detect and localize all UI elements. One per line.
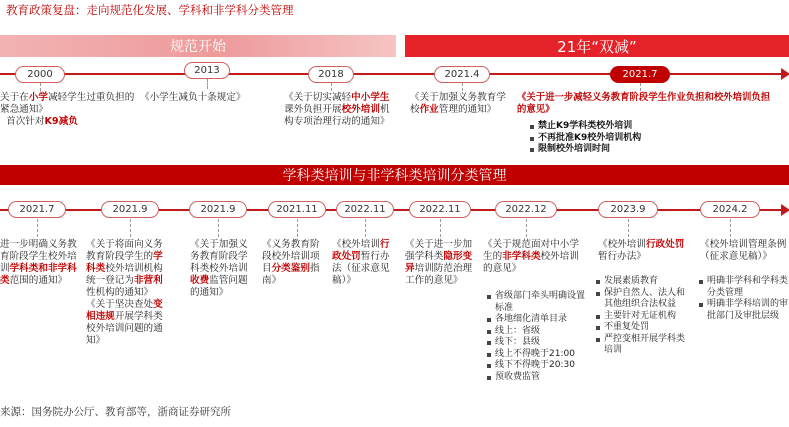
connector bbox=[297, 219, 298, 237]
list-item: 明确非学科和学科类分类管理 bbox=[697, 276, 789, 299]
banner-regulation-start: 规范开始 bbox=[0, 35, 396, 57]
timeline-arrow-icon bbox=[781, 204, 789, 216]
connector bbox=[440, 219, 441, 237]
timeline-1 bbox=[0, 73, 789, 75]
connector bbox=[218, 219, 219, 237]
item-2000: 关于在小学减轻学生过重负担的紧急通知》 首次针对K9减负 bbox=[0, 92, 135, 127]
node-r2-2024-2: 2024.2 bbox=[700, 201, 760, 218]
connector bbox=[462, 83, 463, 91]
list-item: 不再批准K9校外培训机构 bbox=[528, 133, 778, 145]
item-2021-7-head: 《关于进一步减轻义务教育阶段学生作业负担和校外培训负担的意见》 bbox=[517, 92, 771, 115]
item-r2-2024-2: 《校外培训管理条例（征求意见稿）》 bbox=[700, 239, 787, 262]
list-item: 线下不得晚于20:30 bbox=[485, 360, 585, 372]
connector bbox=[207, 79, 208, 89]
node-r2-2021-11: 2021.11 bbox=[268, 201, 326, 218]
connector bbox=[331, 83, 332, 91]
item-r2-2022-12-bullets bbox=[485, 291, 585, 383]
connector bbox=[526, 219, 527, 237]
item-2021-7-bullets bbox=[528, 121, 778, 156]
node-r2-2021-9b: 2021.9 bbox=[189, 201, 247, 218]
source-note: 来源：国务院办公厅、教育部等，浙商证券研究所 bbox=[0, 406, 231, 418]
node-2013: 2013 bbox=[184, 62, 230, 79]
node-r2-2022-11a: 2022.11 bbox=[336, 201, 394, 218]
item-r2-2022-11b: 《关于进一步加强学科类隐形变异培训防范治理工作的意见》 bbox=[405, 239, 473, 286]
connector bbox=[640, 83, 641, 91]
item-r2-2021-9a: 《关于将面向义务教育阶段学生的学科类校外培训机构统一登记为非营利性机构的通知》 《关于坚决查处变相违规开展学科类校外培训问题的通知》 bbox=[86, 239, 163, 346]
list-item: 预收费监管 bbox=[485, 372, 585, 384]
list-item: 限制校外培训时间 bbox=[528, 144, 778, 156]
node-r2-2021-7: 2021.7 bbox=[8, 201, 66, 218]
timeline-arrow-icon bbox=[781, 68, 789, 80]
connector bbox=[130, 219, 131, 237]
connector bbox=[37, 219, 38, 237]
connector bbox=[40, 83, 41, 91]
list-item: 省级部门牵头明确设置标准 bbox=[485, 291, 585, 314]
list-item: 线上不得晚于21:00 bbox=[485, 349, 585, 361]
node-2021-4: 2021.4 bbox=[434, 66, 490, 83]
item-2013: 《小学生减负十条规定》 bbox=[140, 92, 246, 103]
item-r2-2023-9-bullets bbox=[594, 276, 690, 357]
connector bbox=[365, 219, 366, 237]
list-item: 发展素质教育 bbox=[594, 276, 690, 288]
list-item: 保护自然人、法人和其他组织合法权益 bbox=[594, 288, 690, 311]
node-r2-2023-9: 2023.9 bbox=[598, 201, 658, 218]
list-item: 不重复处罚 bbox=[594, 322, 690, 334]
node-2000: 2000 bbox=[15, 66, 65, 83]
item-r2-2023-9: 《校外培训行政处罚暂行办法》 bbox=[598, 239, 685, 262]
page-title: 教育政策复盘：走向规范化发展、学科和非学科分类管理 bbox=[6, 3, 294, 17]
node-2018: 2018 bbox=[308, 66, 354, 83]
item-r2-2024-2-bullets bbox=[697, 276, 789, 322]
list-item: 明确非学科培训的审批部门及审批层级 bbox=[697, 299, 789, 322]
item-r2-2021-7: 进一步明确义务教育阶段学生校外培训学科类和非学科类范围的通知》 bbox=[0, 239, 77, 286]
item-2018: 《关于切实减轻中小学生课外负担开展校外培训机构专项治理行动的通知》 bbox=[284, 92, 390, 127]
section-bar: 学科类培训与非学科类培训分类管理 bbox=[0, 165, 789, 185]
node-r2-2022-12: 2022.12 bbox=[495, 201, 557, 218]
node-r2-2021-9a: 2021.9 bbox=[101, 201, 159, 218]
banner-double-reduction: 21年“双减” bbox=[405, 35, 789, 57]
node-r2-2022-11b: 2022.11 bbox=[409, 201, 471, 218]
list-item: 禁止K9学科类校外培训 bbox=[528, 121, 778, 133]
list-item: 各地细化清单目录 bbox=[485, 314, 585, 326]
node-2021-7: 2021.7 bbox=[610, 66, 670, 83]
list-item: 主要针对无证机构 bbox=[594, 311, 690, 323]
connector bbox=[730, 219, 731, 237]
connector bbox=[628, 219, 629, 237]
item-r2-2021-9b: 《关于加强义务教育阶段学科类校外培训收费监管问题的通知》 bbox=[190, 239, 248, 298]
item-r2-2022-12: 《关于规范面对中小学生的非学科类校外培训的意见》 bbox=[483, 239, 579, 274]
item-r2-2021-11: 《义务教育阶段校外培训项目分类鉴别指南》 bbox=[262, 239, 320, 286]
item-2021-4: 《关于加强义务教育学校作业管理的通知》 bbox=[410, 92, 506, 115]
list-item: 严控变相开展学科类培训 bbox=[594, 334, 690, 357]
list-item: 线下：县级 bbox=[485, 337, 585, 349]
list-item: 线上：省级 bbox=[485, 326, 585, 338]
item-r2-2022-11a: 《校外培训行政处罚暂行办法（征求意见稿）》 bbox=[332, 239, 390, 286]
